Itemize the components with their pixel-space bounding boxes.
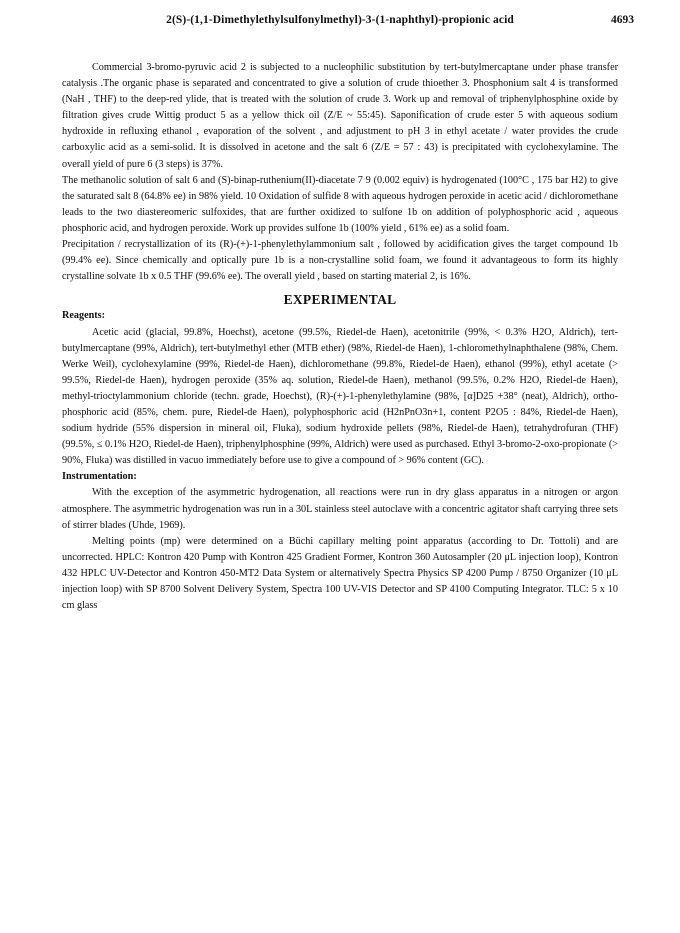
page-number: 4693: [611, 14, 634, 26]
running-header-title: 2(S)-(1,1-Dimethylethylsulfonylmethyl)-3-(1-naphthyl)-propionic acid: [166, 14, 514, 26]
paragraph-synthesis: Commercial 3-bromo-pyruvic acid 2 is subjected to a nucleophilic substitution by tert-butylmercaptane under phase transfer catalysis .The organic phase is separated and concentrated to give a solution of crude thioether 3. Phosphonium salt 4 is transformed (NaH , THF) to the deep-red ylide, that is treated with the solution of crude 3. Work up and removal of triphenylphosphine oxide by filtration gives crude Wittig product 5 as a yellow thick oil (Z/E ~ 55:45). Saponification of crude ester 5 with aqueous sodium hydroxide in refluxing ethanol , evaporation of the solvent , and adjustment to pH 3 in ethyl acetate / water provides the crude carboxylic acid as a semi-solid. It is dissolved in acetone and the salt 6 (Z/E = 57 : 43) is precipitated with cyclohexylamine. The overall yield of pure 6 (3 steps) is 37%.: [62, 62, 618, 170]
paper-body: [62, 60, 618, 614]
subheading-reagents: Reagents:: [62, 310, 106, 322]
paragraph-precipitation: Precipitation / recrystallization of its (R)-(+)-1-phenylethylammonium salt , followed by acidification gives the target compound 1b (99.4% ee). Since chemically and optically pure 1b is a non-crystalline solid foam, we found it advantageous to form its highly crystalline solvate 1b x 0.5 THF (99.6% ee). The overall yield , based on starting material 2, is 16%.: [62, 239, 618, 283]
paragraph-instrumentation-1: With the exception of the asymmetric hydrogenation, all reactions were run in dry glass apparatus in a nitrogen or argon atmosphere. The asymmetric hydrogenation was run in a 30L stainless steel autoclave with a concentric agitator shaft carrying three sets of stirrer blades (Uhde, 1969).: [62, 487, 618, 531]
paragraph-instrumentation-2: Melting points (mp) were determined on a Büchi capillary melting point apparatus (according to Dr. Tottoli) and are uncorrected. HPLC: Kontron 420 Pump with Kontron 425 Gradient Former, Kontron 360 Autosampler (20 μL injection loop), Kontron 432 HPLC UV-Detector and Kontron 450-MT2 Data System or alternatively Spectra Physics SP 4200 Pump / 8750 Organizer (10 μL injection loop) with SP 8700 Solvent Delivery System, Spectra 100 UV-VIS Detector and SP 4100 Computing Integrator. TLC: 5 x 10 cm glass: [62, 535, 618, 612]
paragraph-reagents: Acetic acid (glacial, 99.8%, Hoechst), acetone (99.5%, Riedel-de Haen), acetonitrile (99%, < 0.3% H2O, Aldrich), tert-butylmercaptane (99%, Aldrich), tert-butylmethyl ether (MTB ether) (98%, Riedel-de Haen), 1-chloromethylnaphthalene (98%, Chem. Werke Weil), cyclohexylamine (99%, Riedel-de Haen), dichloromethane (99.8%, Riedel-de Haen), ethanol (99%), ethyl acetate (> 99.5%, Riedel-de Haen), hydrogen peroxide (35% aq. solution, Riedel-de Haen), methanol (99.5%, 0.2% H2O, Riedel-de Haen), methyl-trioctylammonium chloride (techn. grade, Hoechst), (R)-(+)-1-phenylethylamine (98%, [α]D25 +38° (neat), Aldrich), ortho-phosphoric acid (85%, chem. pure, Riedel-de Haen), polyphosphoric acid (H2nPnO3n+1, content P2O5 : 84%, Riedel-de Haen), sodium hydride (55% dispersion in mineral oil, Fluka), sodium hydroxide pellets (98%, Riedel-de Haen), tetrahydrofuran (THF) (99.5%, ≤ 0.1% H2O, Riedel-de Haen), triphenylphosphine (99%, Aldrich) were used as purchased. Ethyl 3-bromo-2-oxo-propionate (> 90%, Fluka) was distilled in vacuo immediately before use to give a compound of > 96% content (GC).: [62, 326, 618, 467]
paragraph-hydrogenation: The methanolic solution of salt 6 and (S)-binap-ruthenium(II)-diacetate 7 9 (0.002 equiv) is hydrogenated (100°C , 175 bar H2) to give the saturated salt 8 (64.8% ee) in 98% yield. 10 Oxidation of sulfide 8 with aqueous hydrogen peroxide in acetic acid / dichloromethane leads to the two diastereomeric sulfoxides, that are further oxidized to sulfone 1b on addition of polyphosphoric acid , aqueous phosphoric acid, and hydrogen peroxide. Work up provides sulfone 1b (100% yield , 61% ee) as a solid foam.: [62, 174, 618, 234]
subheading-instrumentation: Instrumentation:: [62, 471, 137, 483]
section-heading-experimental: EXPERIMENTAL: [283, 292, 397, 308]
